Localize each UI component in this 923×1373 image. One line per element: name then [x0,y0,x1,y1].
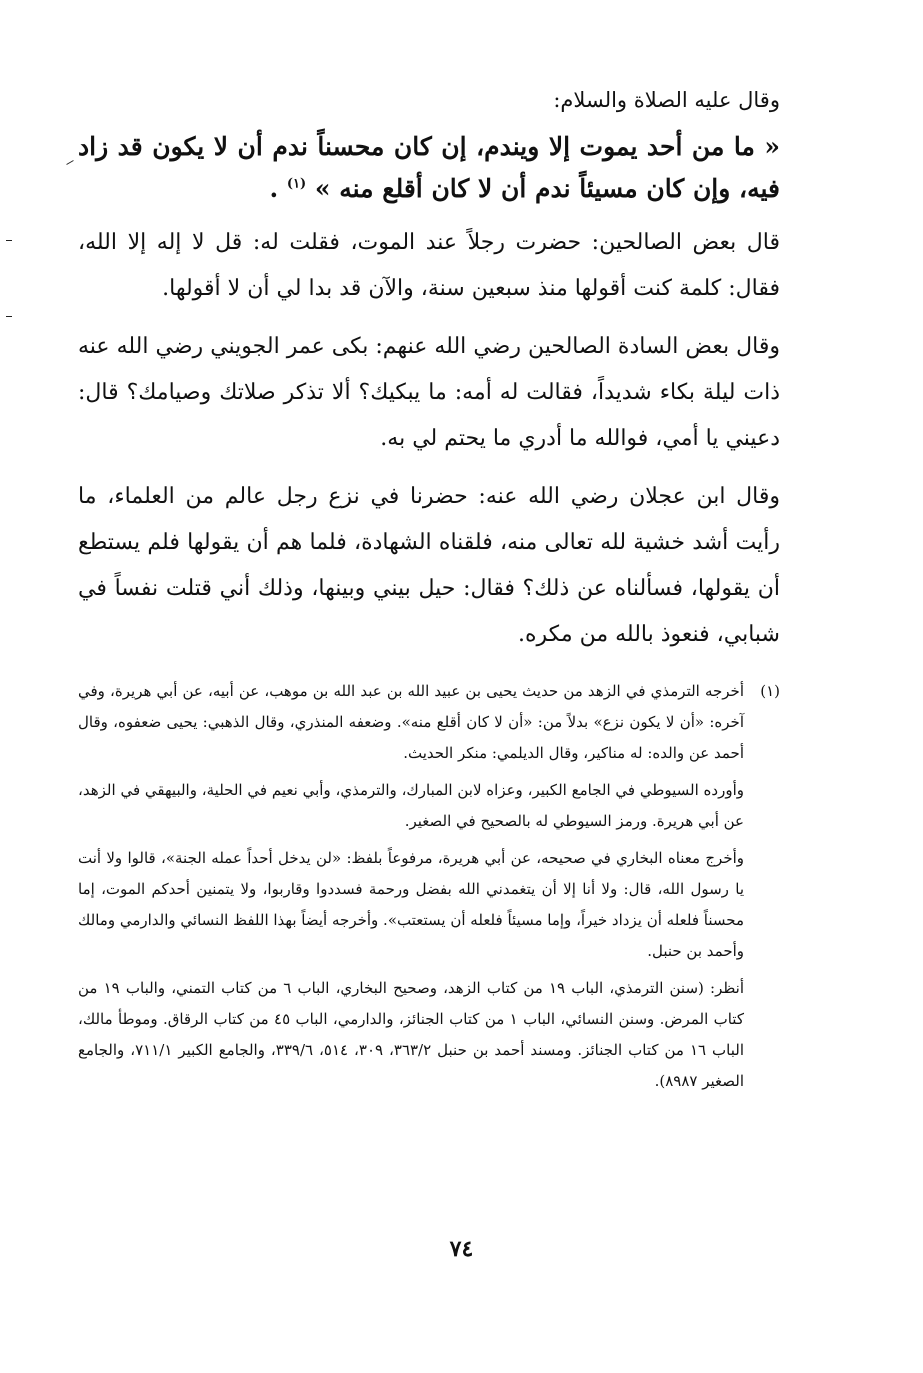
footnote-para-4: أنظر: (سنن الترمذي، الباب ١٩ من كتاب الزهد، وصحيح البخاري، الباب ٦ من كتاب التمني، والباب ١٩ من كتاب المرض. وسنن النسائي، الباب ١ من كتاب الجنائز، والدارمي، الباب ٤٥ من كتاب الرقاق. وموطأ مالك، الباب ١٦ من كتاب الجنائز. ومسند أحمد بن حنبل ٣٦٣/٢، ٣٠٩، ٥١٤، ٣٣٩/٦، والجامع الكبير ٧١١/١، والجامع الصغير ٨٩٨٧). [78,979,745,1090]
page-body [78,80,780,1103]
footnote-1 [78,676,780,769]
paragraph-3: وقال ابن عجلان رضي الله عنه: حضرنا في نزع رجل عالم من العلماء، ما رأيت أشد خشية لله تعالى منه، فلقناه الشهادة، فلما هم أن يقولها فلم يستطع أن يقولها، فسألناه عن ذلك؟ فقال: حيل بيني وبينها، وذلك أني قتلت نفساً في شبابي، فنعوذ بالله من مكره. [78,484,780,647]
intro-line: وقال عليه الصلاة والسلام: [553,88,780,112]
hadith-quote [78,126,780,210]
footnote-para-2: وأورده السيوطي في الجامع الكبير، وعزاه لابن المبارك، والترمذي، وأبي نعيم في الحلية، والبيهقي في الزهد، عن أبي هريرة. ورمز السيوطي له بالصحيح في الصغير. [78,781,744,830]
footnote-ref[interactable]: (١) [286,176,307,192]
page-number: ٧٤ [449,1236,474,1262]
hadith-text: « ما من أحد يموت إلا ويندم، إن كان محسناً ندم أن لا يكون قد زاد فيه، وإن كان مسيئاً ندم أن لا كان أقلع منه » [78,132,780,203]
footnote-1-text: أخرجه الترمذي في الزهد من حديث يحيى بن عبيد الله بن عبد الله بن موهب، عن أبيه، عن أبي هريرة، وفي آخره: «أن لا يكون نزع» بدلاً من: «أن لا كان أقلع منه». وضعفه المنذري، وقال الذهبي: يحيى ضعفوه، وقال أحمد عن والده: له مناكير، وقال الديلمي: منكر الحديث. [78,682,744,762]
paragraph-2: وقال بعض السادة الصالحين رضي الله عنهم: بكى عمر الجويني رضي الله عنه ذات ليلة بكاء شديداً، فقالت له أمه: ما يبكيك؟ ألا تذكر صلاتك وصيامك؟ قال: دعيني يا أمي، فوالله ما أدري ما يحتم لي به. [78,334,780,451]
paragraph-1: قال بعض الصالحين: حضرت رجلاً عند الموت، فقلت له: قل لا إله إلا الله، فقال: كلمة كنت أقولها منذ سبعين سنة، والآن قد بدا لي أن لا أقولها. [78,230,780,301]
margin-dash [66,160,73,165]
margin-dash [6,240,12,241]
footnote-para-3: وأخرج معناه البخاري في صحيحه، عن أبي هريرة، مرفوعاً بلفظ: «لن يدخل أحداً عمله الجنة»، قالوا ولا أنت يا رسول الله، قال: ولا أنا إلا أن يتغمدني الله بفضل ورحمة فسددوا وقاربوا، ولا يتمنين أحدكم الموت، إما محسناً فلعله أن يزداد خيراً، وإما مسيئاً فلعله أن يستعتب». وأخرجه أيضاً بهذا اللفظ النسائي والدارمي ومالك وأحمد بن حنبل. [78,849,744,960]
hadith-end: . [269,174,279,203]
footnotes-section [78,676,780,1097]
footnote-number: (١) [760,682,780,700]
margin-dash [6,316,12,317]
